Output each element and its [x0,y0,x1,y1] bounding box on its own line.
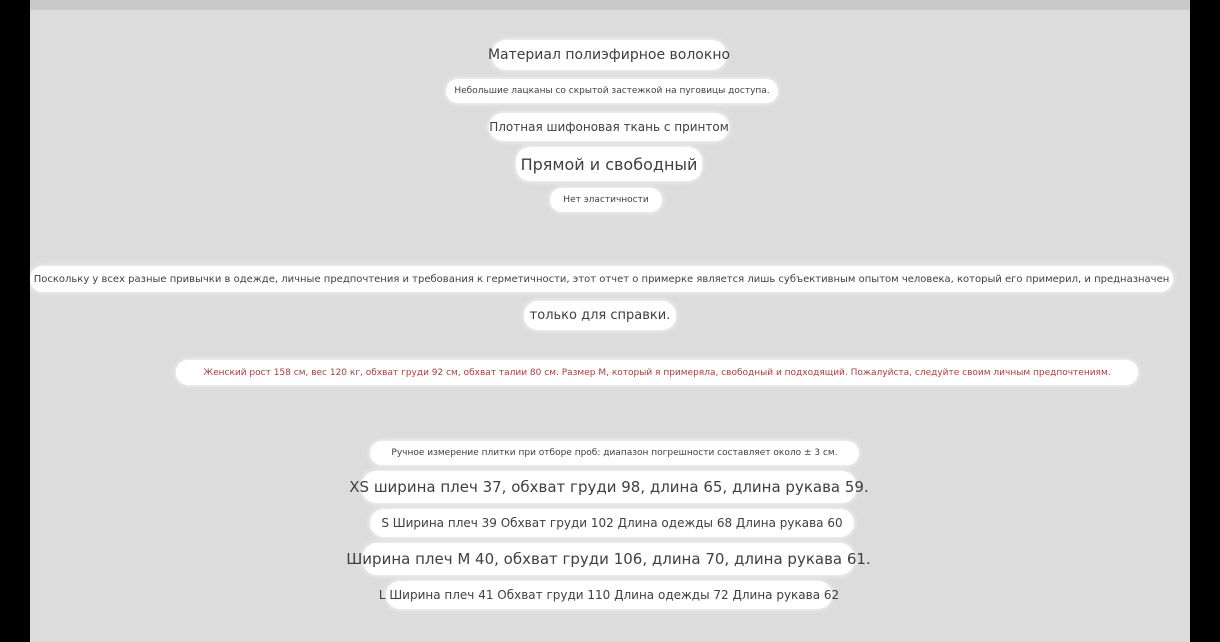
disclaimer-line-1: Поскольку у всех разные привычки в одежде, личные предпочтения и требования к герметичности, этот отчет о примерке является лишь субъективным опытом человека, который его примерил, и предназначен [30,266,1173,292]
size-row-xs: XS ширина плеч 37, обхват груди 98, длина 65, длина рукава 59. [362,471,856,503]
product-description-panel [30,0,1190,642]
feature-fit: Прямой и свободный [516,147,702,181]
fit-note: Женский рост 158 см, вес 120 кг, обхват груди 92 см, обхват талии 80 см. Размер М, который я примеряла, свободный и подходящий. Пожалуйста, следуйте своим личным предпочтениям. [176,360,1138,385]
top-divider [30,0,1190,10]
feature-lapels: Небольшие лацканы со скрытой застежкой на пуговицы доступа. [446,79,778,103]
disclaimer-line-2: только для справки. [524,301,676,330]
feature-elasticity: Нет эластичности [550,188,662,212]
size-row-l: L Ширина плеч 41 Обхват груди 110 Длина одежды 72 Длина рукава 62 [386,581,832,609]
size-row-m: Ширина плеч M 40, обхват груди 106, длина 70, длина рукава 61. [363,543,854,575]
size-row-s: S Ширина плеч 39 Обхват груди 102 Длина одежды 68 Длина рукава 60 [370,509,854,537]
feature-fabric: Плотная шифоновая ткань с принтом [489,113,729,141]
size-chart-note: Ручное измерение плитки при отборе проб: диапазон погрешности составляет около ± 3 см. [370,441,859,465]
feature-material: Материал полиэфирное волокно [492,40,726,70]
